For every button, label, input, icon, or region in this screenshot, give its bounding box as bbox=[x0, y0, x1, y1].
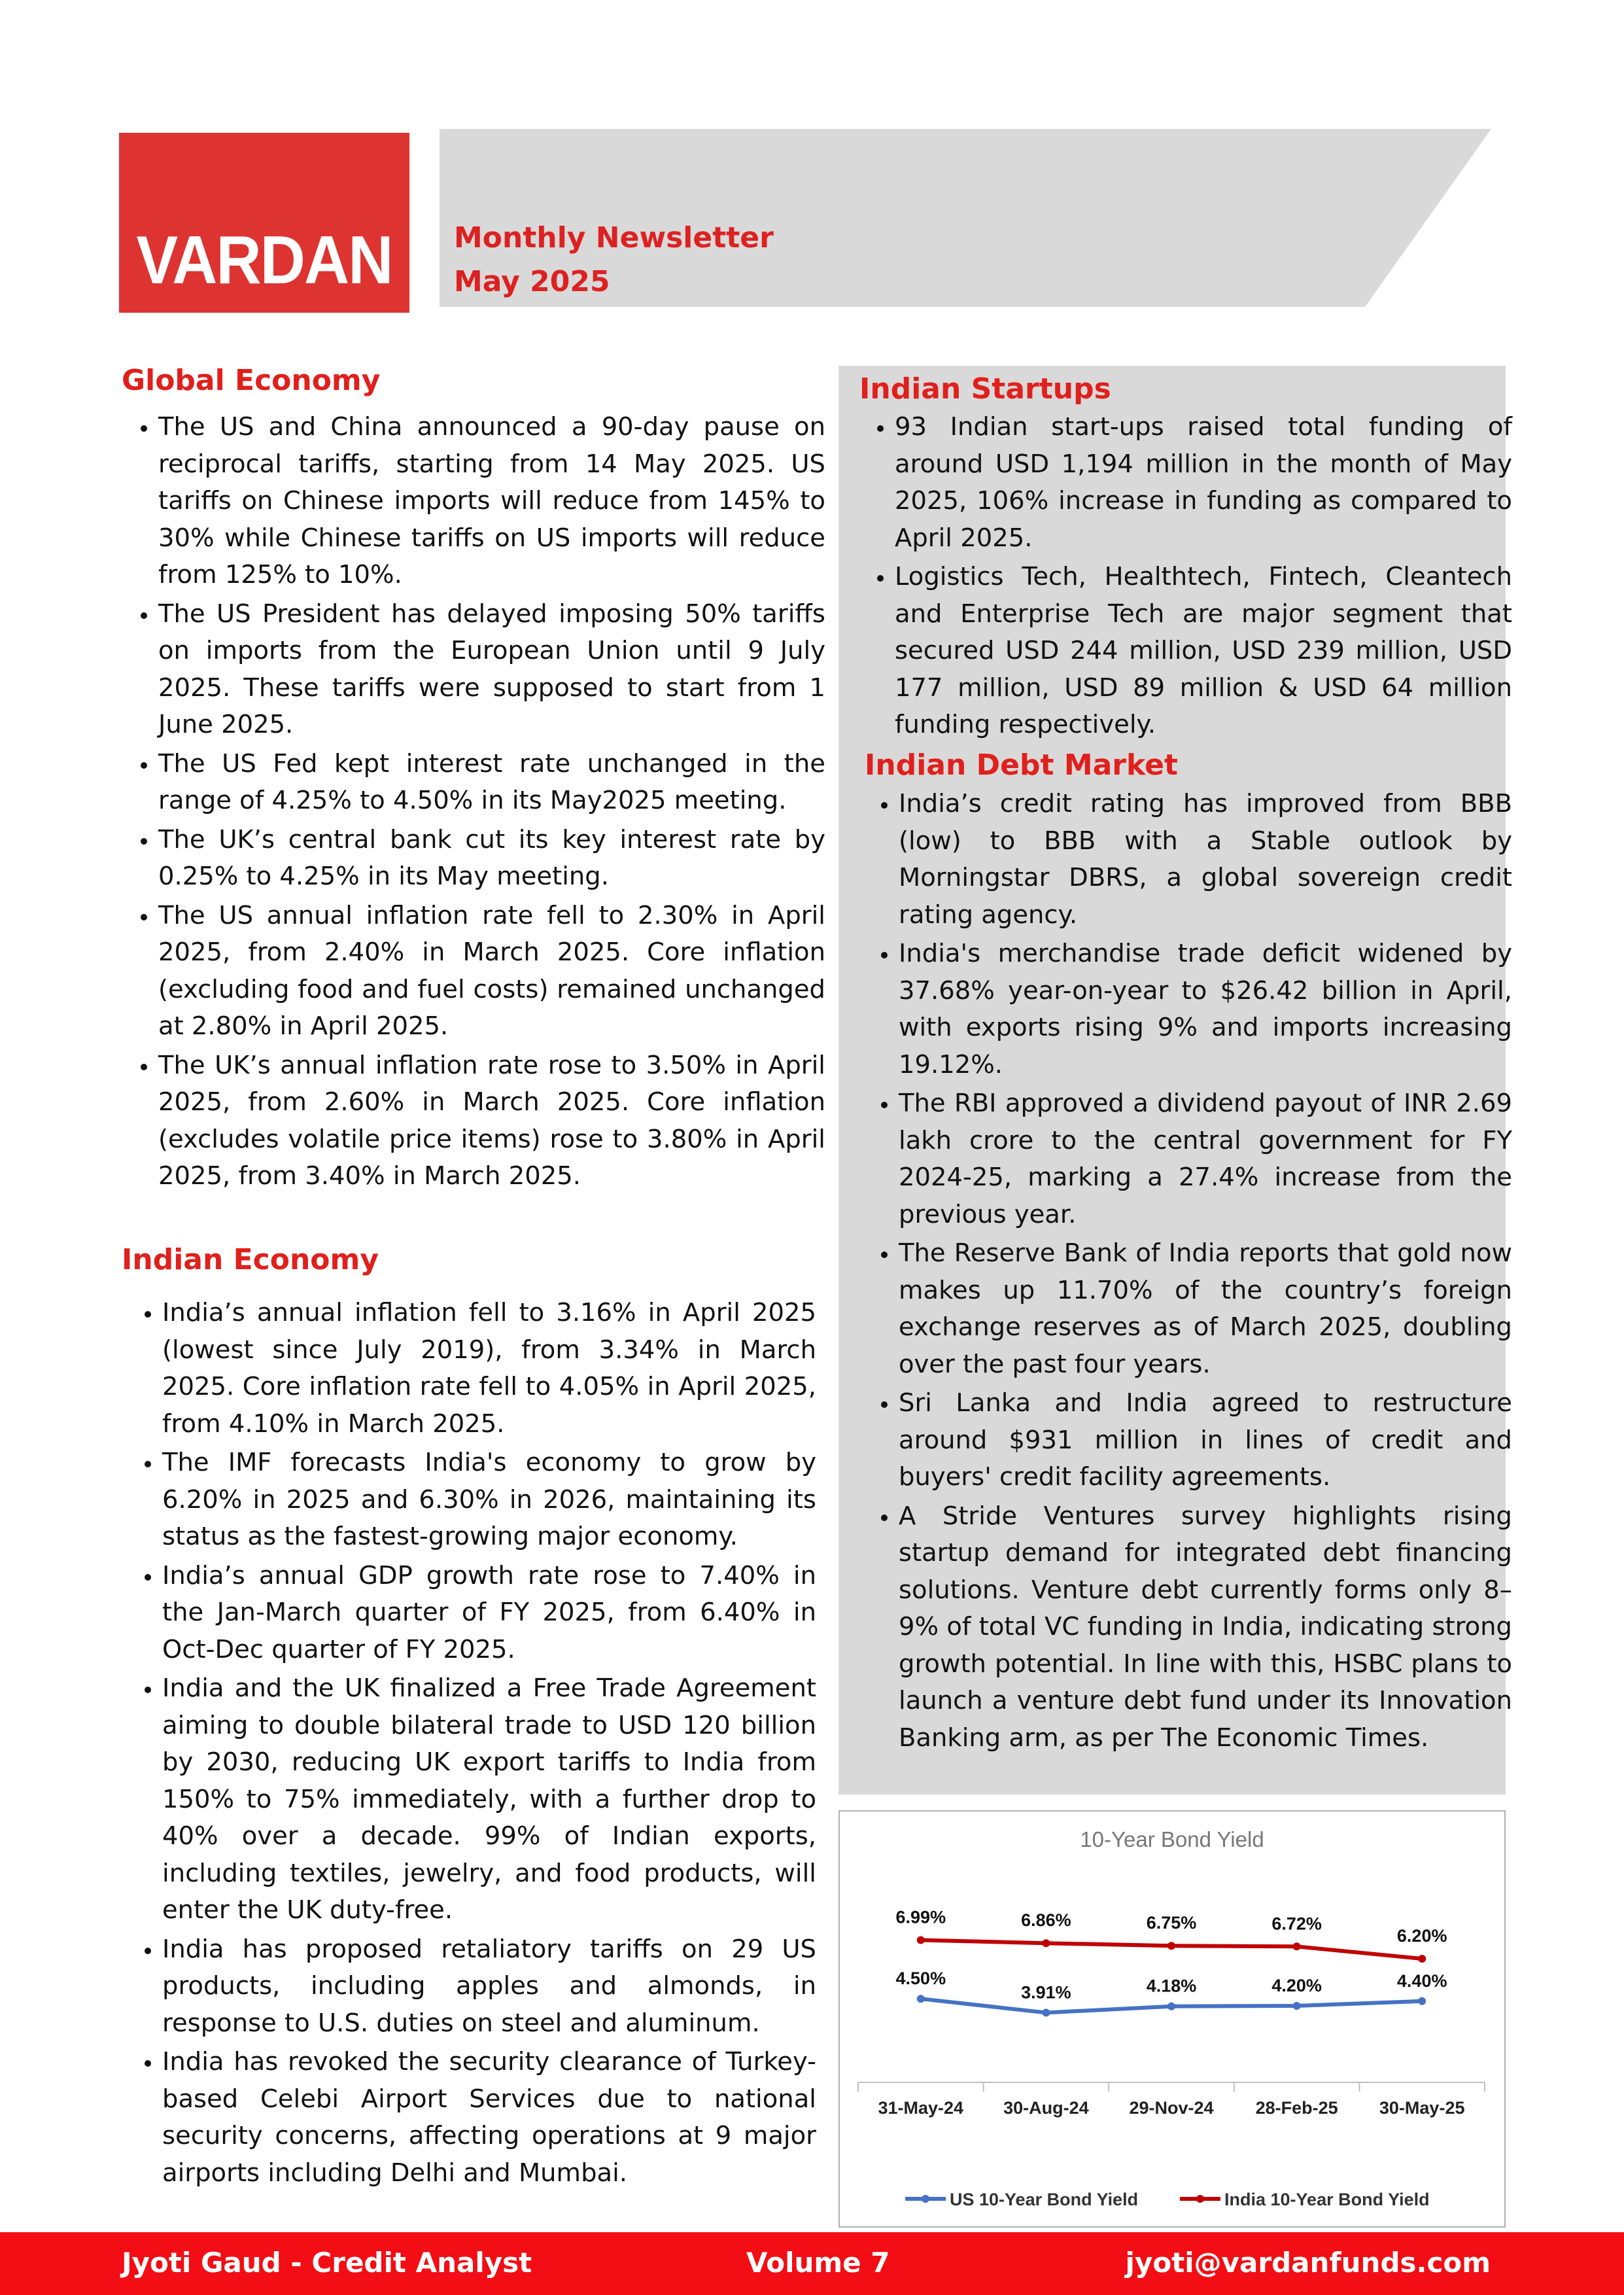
list-item: • Sri Lanka and India agreed to restructure around $931 million in lines of credit and buyers' credit facility agreements. bbox=[899, 1385, 1512, 1496]
list-item: • The IMF forecasts India's economy to grow by 6.20% in 2025 and 6.30% in 2026, maintaining its status as the fastest-growing major economy. bbox=[162, 1445, 816, 1556]
data-label: 4.50% bbox=[895, 1969, 946, 1989]
data-point bbox=[1167, 1942, 1175, 1950]
list-item: • The US and China announced a 90-day pause on reciprocal tariffs, starting from 14 May 2025. US tariffs on Chinese imports will reduce from 145% to 30% while Chinese tariffs on US imports will reduce from 125% to 10%. bbox=[158, 409, 825, 594]
list-item: • A Stride Ventures survey highlights rising startup demand for integrated debt financing solutions. Venture debt currently forms only 8–9% of total VC funding in India, indicating strong growth potential. In line with this, HSBC plans to launch a venture debt fund under its Innovation Banking arm, as per The Economic Times. bbox=[899, 1498, 1512, 1757]
legend-swatch-marker bbox=[922, 2195, 929, 2203]
list-item: • The UK’s central bank cut its key interest rate by 0.25% to 4.25% in its May meeting. bbox=[158, 822, 825, 896]
data-label: 6.99% bbox=[895, 1907, 946, 1927]
global-economy-list bbox=[122, 409, 825, 1197]
footer-volume: Volume 7 bbox=[746, 2247, 890, 2279]
x-tick-label: 30-Aug-24 bbox=[1003, 2098, 1089, 2118]
data-point bbox=[1293, 1942, 1301, 1950]
data-label: 4.20% bbox=[1271, 1976, 1322, 1995]
list-item: • The US Fed kept interest rate unchanged in the range of 4.25% to 4.50% in its May2025 meeting. bbox=[158, 746, 825, 820]
data-point bbox=[1042, 1939, 1050, 1947]
list-item: • India has revoked the security clearance of Turkey-based Celebi Airport Services due to national security concerns, affecting operations at 9 major airports including Delhi and Mumbai. bbox=[162, 2044, 816, 2192]
indian-debt-market-list bbox=[862, 786, 1512, 1759]
list-item: • The US annual inflation rate fell to 2.30% in April 2025, from 2.40% in March 2025. Core inflation (excluding food and fuel costs) remained unchanged at 2.80% in April 2025. bbox=[158, 898, 825, 1045]
newsletter-date: May 2025 bbox=[454, 265, 610, 298]
x-tick-label: 31-May-24 bbox=[878, 2098, 964, 2118]
legend-entry: US 10-Year Bond Yield bbox=[950, 2190, 1139, 2209]
list-item: • India’s credit rating has improved from BBB (low) to BBB with a Stable outlook by Morningstar DBRS, a global sovereign credit rating agency. bbox=[899, 786, 1512, 934]
list-item: • India and the UK finalized a Free Trade Agreement aiming to double bilateral trade to USD 120 billion by 2030, reducing UK export tariffs to India from 150% to 75% immediately, with a further drop to 40% over a decade. 99% of Indian exports, including textiles, jewelry, and food products, will enter the UK duty-free. bbox=[162, 1670, 816, 1929]
list-item: • India’s annual inflation fell to 3.16% in April 2025 (lowest since July 2019), from 3.34% in March 2025. Core inflation rate fell to 4.05% in April 2025, from 4.10% in March 2025. bbox=[162, 1295, 816, 1443]
legend-swatch-marker bbox=[1196, 2195, 1204, 2203]
vardan-logo bbox=[119, 133, 409, 313]
data-label: 6.72% bbox=[1271, 1914, 1322, 1934]
footer-author: Jyoti Gaud - Credit Analyst bbox=[122, 2247, 532, 2279]
list-item: • 93 Indian start-ups raised total funding of around USD 1,194 million in the month of May 2025, 106% increase in funding as compared to April 2025. bbox=[895, 409, 1512, 557]
section-title-indian-economy: Indian Economy bbox=[122, 1243, 379, 1276]
list-item: • The Reserve Bank of India reports that gold now makes up 11.70% of the country’s foreign exchange reserves as of March 2025, doubling over the past four years. bbox=[899, 1235, 1512, 1383]
newsletter-title bbox=[454, 216, 774, 304]
indian-economy-list bbox=[126, 1295, 816, 2194]
data-label: 3.91% bbox=[1021, 1982, 1071, 2003]
bond-yield-chart-svg bbox=[840, 1812, 1504, 2226]
newsletter-title-line1: Monthly Newsletter bbox=[454, 221, 774, 254]
legend-entry: India 10-Year Bond Yield bbox=[1224, 2190, 1430, 2209]
list-item: • The US President has delayed imposing 50% tariffs on imports from the European Union until 9 July 2025. These tariffs were supposed to start from 1 June 2025. bbox=[158, 596, 825, 744]
data-point bbox=[917, 1995, 925, 2003]
data-label: 4.40% bbox=[1396, 1971, 1447, 1991]
section-title-global-economy: Global Economy bbox=[122, 364, 381, 397]
logo-text: VARDAN bbox=[136, 222, 392, 298]
indian-startups-list bbox=[858, 409, 1512, 746]
data-label: 6.20% bbox=[1396, 1926, 1447, 1946]
data-point bbox=[1293, 2002, 1301, 2010]
data-label: 6.86% bbox=[1021, 1910, 1071, 1931]
list-item: • Logistics Tech, Healthtech, Fintech, Cleantech and Enterprise Tech are major segment that secured USD 244 million, USD 239 million, USD 177 million, USD 89 million & USD 64 million funding respectively. bbox=[895, 559, 1512, 744]
list-item: • India has proposed retaliatory tariffs on 29 US products, including apples and almonds, in response to U.S. duties on steel and aluminum. bbox=[162, 1931, 816, 2042]
section-title-indian-startups: Indian Startups bbox=[859, 372, 1111, 406]
data-point bbox=[1167, 2003, 1175, 2010]
list-item: • India's merchandise trade deficit widened by 37.68% year-on-year to $26.42 billion in April, with exports rising 9% and imports increasing 19.12%. bbox=[899, 936, 1512, 1083]
list-item: • The UK’s annual inflation rate rose to 3.50% in April 2025, from 2.60% in March 2025. Core inflation (excludes volatile price items) rose to 3.80% in April 2025, from 3.40% in March 2025. bbox=[158, 1047, 825, 1195]
data-point bbox=[1418, 1997, 1426, 2005]
chart-title: 10-Year Bond Yield bbox=[1080, 1827, 1264, 1851]
data-point bbox=[917, 1936, 925, 1944]
data-label: 4.18% bbox=[1146, 1976, 1197, 1996]
list-item: • India’s annual GDP growth rate rose to 7.40% in the Jan-March quarter of FY 2025, from 6.40% in Oct-Dec quarter of FY 2025. bbox=[162, 1558, 816, 1669]
footer-bar bbox=[0, 2232, 1624, 2295]
x-tick-label: 30-May-25 bbox=[1379, 2098, 1465, 2118]
data-label: 6.75% bbox=[1146, 1913, 1197, 1933]
bond-yield-chart bbox=[838, 1810, 1506, 2228]
footer-email[interactable]: jyoti@vardanfunds.com bbox=[1125, 2247, 1491, 2279]
data-point bbox=[1418, 1955, 1426, 1963]
x-tick-label: 29-Nov-24 bbox=[1129, 2098, 1214, 2118]
data-point bbox=[1042, 2008, 1050, 2016]
section-title-indian-debt-market: Indian Debt Market bbox=[865, 748, 1178, 782]
x-tick-label: 28-Feb-25 bbox=[1255, 2098, 1338, 2118]
list-item: • The RBI approved a dividend payout of INR 2.69 lakh crore to the central government for FY 2024-25, marking a 27.4% increase from the previous year. bbox=[899, 1085, 1512, 1233]
